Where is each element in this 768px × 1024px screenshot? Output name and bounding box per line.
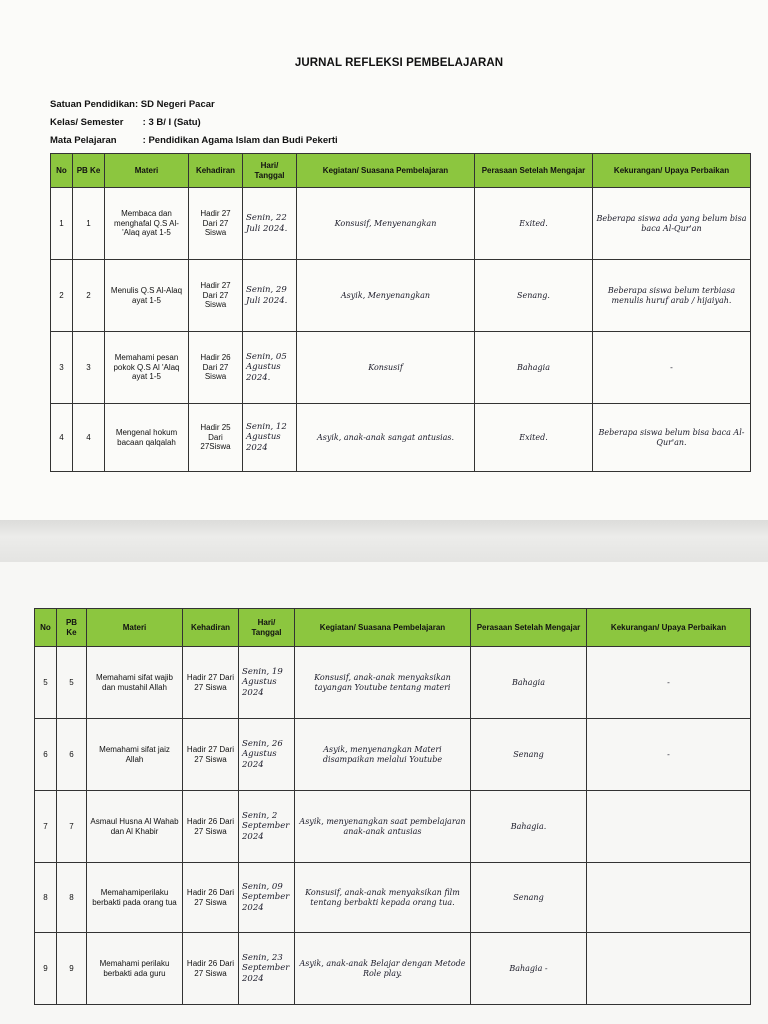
col-perasaan: Perasaan Setelah Mengajar [475,154,593,188]
cell-perasaan: Bahagia [475,332,593,404]
cell-kegiatan: Konsusif [297,332,475,404]
cell-perasaan: Bahagia. [471,791,587,863]
cell-tanggal: Senin, 29 Juli 2024. [243,260,297,332]
col-no: No [51,154,73,188]
col-kekurangan: Kekurangan/ Upaya Perbaikan [593,154,751,188]
cell-pb: 4 [73,404,105,472]
col-materi: Materi [105,154,189,188]
cell-kegiatan: Asyik, Menyenangkan [297,260,475,332]
col-tanggal: Hari/ Tanggal [239,609,295,647]
cell-tanggal: Senin, 05 Agustus 2024. [243,332,297,404]
satuan-pendidikan [50,99,215,110]
mapel-label: Mata Pelajaran [50,135,117,146]
cell-pb: 1 [73,188,105,260]
kelas-label: Kelas/ Semester [50,117,124,128]
cell-perasaan: Senang. [475,260,593,332]
cell-kegiatan: Konsusif, anak-anak menyaksikan film tentang berbakti kepada orang tua. [295,863,471,933]
page-gap [0,520,768,562]
cell-no: 7 [35,791,57,863]
col-materi: Materi [87,609,183,647]
cell-no: 5 [35,647,57,719]
header-row [35,609,751,647]
cell-perasaan: Senang [471,719,587,791]
cell-materi: Menulis Q.S Al-Alaq ayat 1-5 [105,260,189,332]
satuan-label: Satuan Pendidikan: [50,99,139,110]
table-row [35,719,751,791]
col-no: No [35,609,57,647]
cell-tanggal: Senin, 2 September 2024 [239,791,295,863]
cell-perasaan: Senang [471,863,587,933]
cell-materi: Memahami pesan pokok Q.S Al 'Alaq ayat 1-5 [105,332,189,404]
cell-kegiatan: Asyik, menyenangkan saat pembelajaran anak-anak antusias [295,791,471,863]
cell-kehadiran: Hadir 27 Dari 27 Siswa [189,260,243,332]
table-row [35,791,751,863]
cell-materi: Membaca dan menghafal Q.S Al-'Alaq ayat 1-5 [105,188,189,260]
journal-table-2 [34,608,751,1005]
col-pb: PB Ke [57,609,87,647]
col-kehadiran: Kehadiran [189,154,243,188]
cell-tanggal: Senin, 19 Agustus 2024 [239,647,295,719]
cell-tanggal: Senin, 23 September 2024 [239,933,295,1005]
cell-pb: 7 [57,791,87,863]
cell-pb: 3 [73,332,105,404]
cell-materi: Memahami sifat wajib dan mustahil Allah [87,647,183,719]
cell-kehadiran: Hadir 27 Dari 27 Siswa [183,647,239,719]
cell-kehadiran: Hadir 27 Dari 27 Siswa [183,719,239,791]
table-row [51,332,751,404]
col-tanggal: Hari/ Tanggal [243,154,297,188]
cell-no: 8 [35,863,57,933]
cell-no: 9 [35,933,57,1005]
kelas-value: : 3 B/ I (Satu) [142,117,201,128]
col-perasaan: Perasaan Setelah Mengajar [471,609,587,647]
cell-perasaan: Exited. [475,404,593,472]
cell-pb: 8 [57,863,87,933]
document-title: JURNAL REFLEKSI PEMBELAJARAN [294,57,504,69]
cell-kehadiran: Hadir 26 Dari 27 Siswa [189,332,243,404]
cell-kegiatan: Konsusif, Menyenangkan [297,188,475,260]
cell-tanggal: Senin, 26 Agustus 2024 [239,719,295,791]
cell-materi: Mengenal hokum bacaan qalqalah [105,404,189,472]
cell-perasaan: Bahagia [471,647,587,719]
cell-kekurangan: Beberapa siswa ada yang belum bisa baca Al-Qur'an [593,188,751,260]
cell-kekurangan: Beberapa siswa belum bisa baca Al-Qur'an. [593,404,751,472]
mapel-value: : Pendidikan Agama Islam dan Budi Pekerti [142,135,338,146]
cell-pb: 2 [73,260,105,332]
journal-table-1 [50,153,751,472]
cell-no: 4 [51,404,73,472]
table-row [51,260,751,332]
cell-materi: Memahami sifat jaiz Allah [87,719,183,791]
satuan-value: SD Negeri Pacar [140,99,215,110]
cell-tanggal: Senin, 22 Juli 2024. [243,188,297,260]
cell-pb: 9 [57,933,87,1005]
cell-materi: Memahamiperilaku berbakti pada orang tua [87,863,183,933]
col-kegiatan: Kegiatan/ Suasana Pembelajaran [295,609,471,647]
cell-kehadiran: Hadir 26 Dari 27 Siswa [183,791,239,863]
cell-kegiatan: Asyik, anak-anak Belajar dengan Metode Role play. [295,933,471,1005]
cell-perasaan: Exited. [475,188,593,260]
cell-no: 1 [51,188,73,260]
cell-kegiatan: Konsusif, anak-anak menyaksikan tayangan Youtube tentang materi [295,647,471,719]
cell-kekurangan: - [587,719,751,791]
cell-kekurangan: Beberapa siswa belum terbiasa menulis huruf arab / hijaiyah. [593,260,751,332]
kelas-semester [50,117,201,128]
cell-pb: 6 [57,719,87,791]
cell-perasaan: Bahagia - [471,933,587,1005]
cell-kekurangan [587,933,751,1005]
table-row [51,404,751,472]
cell-kegiatan: Asyik, menyenangkan Materi disampaikan melalui Youtube [295,719,471,791]
table-row [35,647,751,719]
cell-no: 6 [35,719,57,791]
cell-materi: Memahami perilaku berbakti ada guru [87,933,183,1005]
cell-materi: Asmaul Husna Al Wahab dan Al Khabir [87,791,183,863]
col-kehadiran: Kehadiran [183,609,239,647]
cell-kehadiran: Hadir 27 Dari 27 Siswa [189,188,243,260]
cell-kehadiran: Hadir 25 Dari 27Siswa [189,404,243,472]
mata-pelajaran [50,135,338,146]
cell-kehadiran: Hadir 26 Dari 27 Siswa [183,933,239,1005]
cell-kehadiran: Hadir 26 Dari 27 Siswa [183,863,239,933]
cell-no: 3 [51,332,73,404]
table-row [35,863,751,933]
cell-kekurangan: - [593,332,751,404]
header-row [51,154,751,188]
col-kekurangan: Kekurangan/ Upaya Perbaikan [587,609,751,647]
cell-kekurangan [587,863,751,933]
table-row [35,933,751,1005]
cell-pb: 5 [57,647,87,719]
cell-kegiatan: Asyik, anak-anak sangat antusias. [297,404,475,472]
col-pb: PB Ke [73,154,105,188]
col-kegiatan: Kegiatan/ Suasana Pembelajaran [297,154,475,188]
table-row [51,188,751,260]
cell-kekurangan [587,791,751,863]
cell-kekurangan: - [587,647,751,719]
cell-tanggal: Senin, 12 Agustus 2024 [243,404,297,472]
cell-no: 2 [51,260,73,332]
cell-tanggal: Senin, 09 September 2024 [239,863,295,933]
